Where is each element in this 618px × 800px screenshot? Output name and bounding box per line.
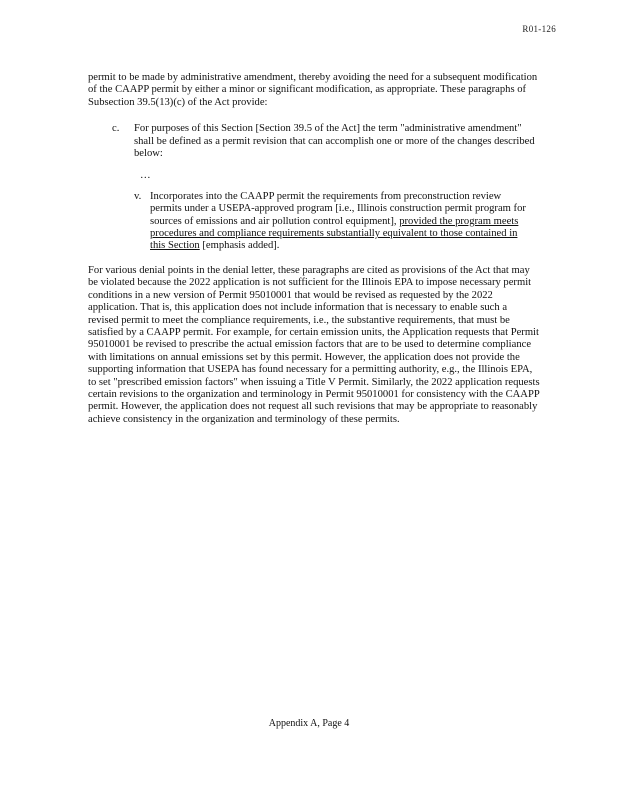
item-v-text-after: [emphasis added]. — [199, 240, 280, 252]
item-v-marker: v. — [134, 190, 142, 202]
ellipsis: … — [140, 170, 151, 182]
page-footer: Appendix A, Page 4 — [268, 718, 350, 729]
intro-paragraph: permit to be made by administrative amendment, thereby avoiding the need for a subsequent modification of the CAAPP permit by either a minor or significant modification, as appropriate. These paragraphs of Subsection 39.5(13)(c) of the Act provide: — [88, 72, 538, 108]
quoted-item-v — [88, 191, 540, 253]
item-c-marker: c. — [112, 123, 120, 135]
item-v-underlined-text: provided the program meets procedures and compliance requirements substantially equivalent to those contained in this Section — [150, 215, 519, 252]
page-body — [88, 72, 540, 426]
quoted-item-c — [88, 123, 540, 160]
body-paragraph: For various denial points in the denial letter, these paragraphs are cited as provisions of the Act that may be violated because the 2022 application is not sufficient for the Illinois EPA to impose necessary permit conditions in a new version of Permit 95010001 that would be revised as requested by the 2022 application. That is, this application does not include information that is necessary to enable such a revised permit to meet the compliance requirements, i.e., the substantive requirements, that must be satisfied by a CAAPP permit. For example, for certain emission units, the Application requests that Permit 95010001 be revised to prescribe the actual emission factors that are to be used to determine compliance with limitations on annual emissions set by this permit. However, the application does not provide the supporting information that USEPA has found necessary for a permitting authority, e.g., the Illinois EPA, to set "prescribed emission factors" when issuing a Title V Permit. Similarly, the 2022 application requests certain revisions to the organization and terminology in Permit 95010001 for consistency with the CAAPP permit. However, the application does not request all such revisions that may be appropriate to reasonably achieve consistency in the organization and terminology of these permits. — [88, 264, 540, 425]
document-reference-number: R01-126 — [522, 24, 556, 34]
item-v-text-before: Incorporates into the CAAPP permit the requirements from preconstruction review permits under a USEPA-approved program [i.e., Illinois construction permit program for sources of emissions and air pollution control equipment], — [150, 190, 526, 227]
item-v-text — [150, 191, 534, 253]
item-c-text: For purposes of this Section [Section 39.5 of the Act] the term "administrative amendment" shall be defined as a permit revision that can accomplish one or more of the changes described below: — [134, 123, 535, 160]
